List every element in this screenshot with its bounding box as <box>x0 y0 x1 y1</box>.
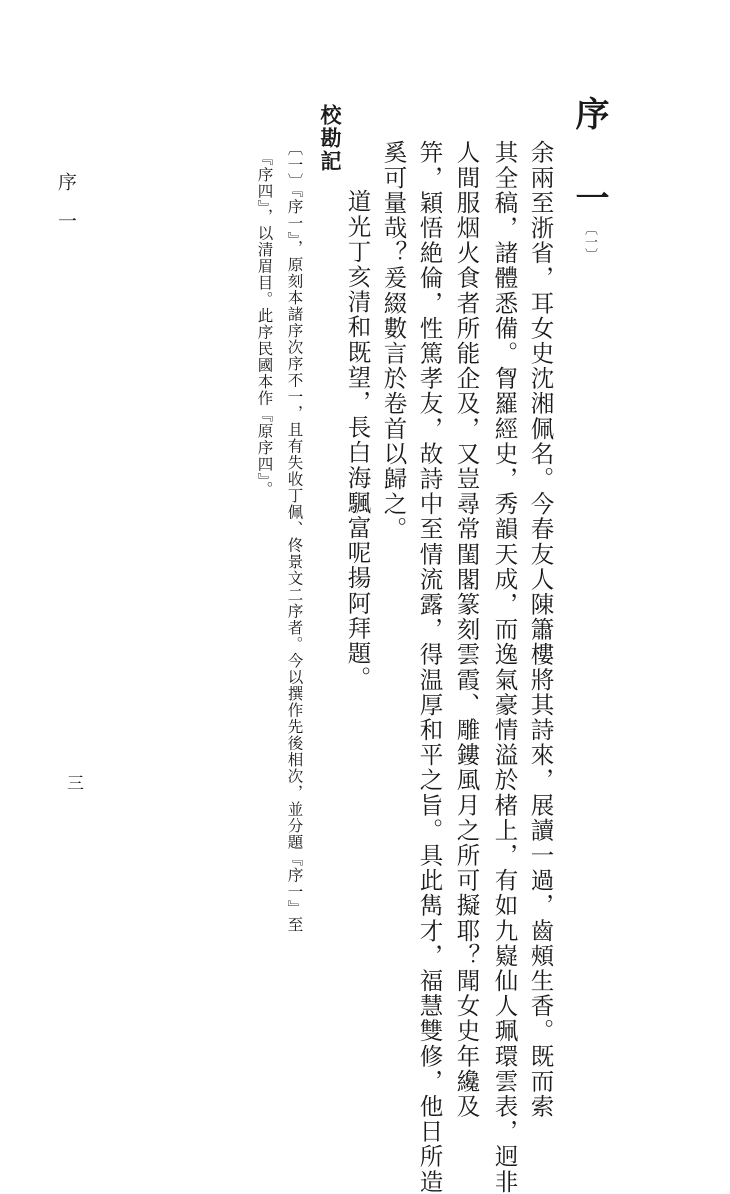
preface-title-text: 序 一 <box>569 96 609 222</box>
page-number: 三 <box>63 774 83 791</box>
body-text-line: 余兩至浙省，耳女史沈湘佩名。今春友人陳簫樓將其詩來，展讀一過，齒頰生香。既而索 <box>526 140 555 1119</box>
body-text-line: 奚可量哉？爰綴數言於卷首以歸之。 <box>379 140 408 542</box>
body-text-line: 人間服烟火食者所能企及，又豈尋常閨閣篆刻雲霞、雕鏤風月之所可擬耶？聞女史年纔及 <box>452 140 481 1119</box>
jiaokanji-note-line: 『序四』，以清眉目。此序民國本作『原序四』。 <box>255 150 274 498</box>
running-title: 序一 <box>55 172 77 250</box>
footnote-ref[interactable]: 〔一〕 <box>582 222 597 261</box>
jiaokanji-note-line: 〔一〕『序一』，原刻本諸序次序不一，且有失收丁佩、佟景文二序者。今以撰作先後相次，並分題『序一』至 <box>285 140 304 933</box>
jiaokanji-heading: 校勘記 <box>318 104 343 173</box>
signature-line: 道光丁亥清和既望，長白海颿富呢揚阿拜題。 <box>343 189 372 691</box>
preface-title <box>569 96 609 261</box>
body-text-line: 其全稿，諸體悉備。胷羅經史，秀韻天成，而逸氣豪情溢於楮上，有如九嶷仙人珮環雲表，迥非 <box>490 140 519 1194</box>
body-text-line: 笄，穎悟絶倫，性篤孝友，故詩中至情流露，得温厚和平之旨。具此雋才，福慧雙修，他日所造 <box>415 140 444 1194</box>
